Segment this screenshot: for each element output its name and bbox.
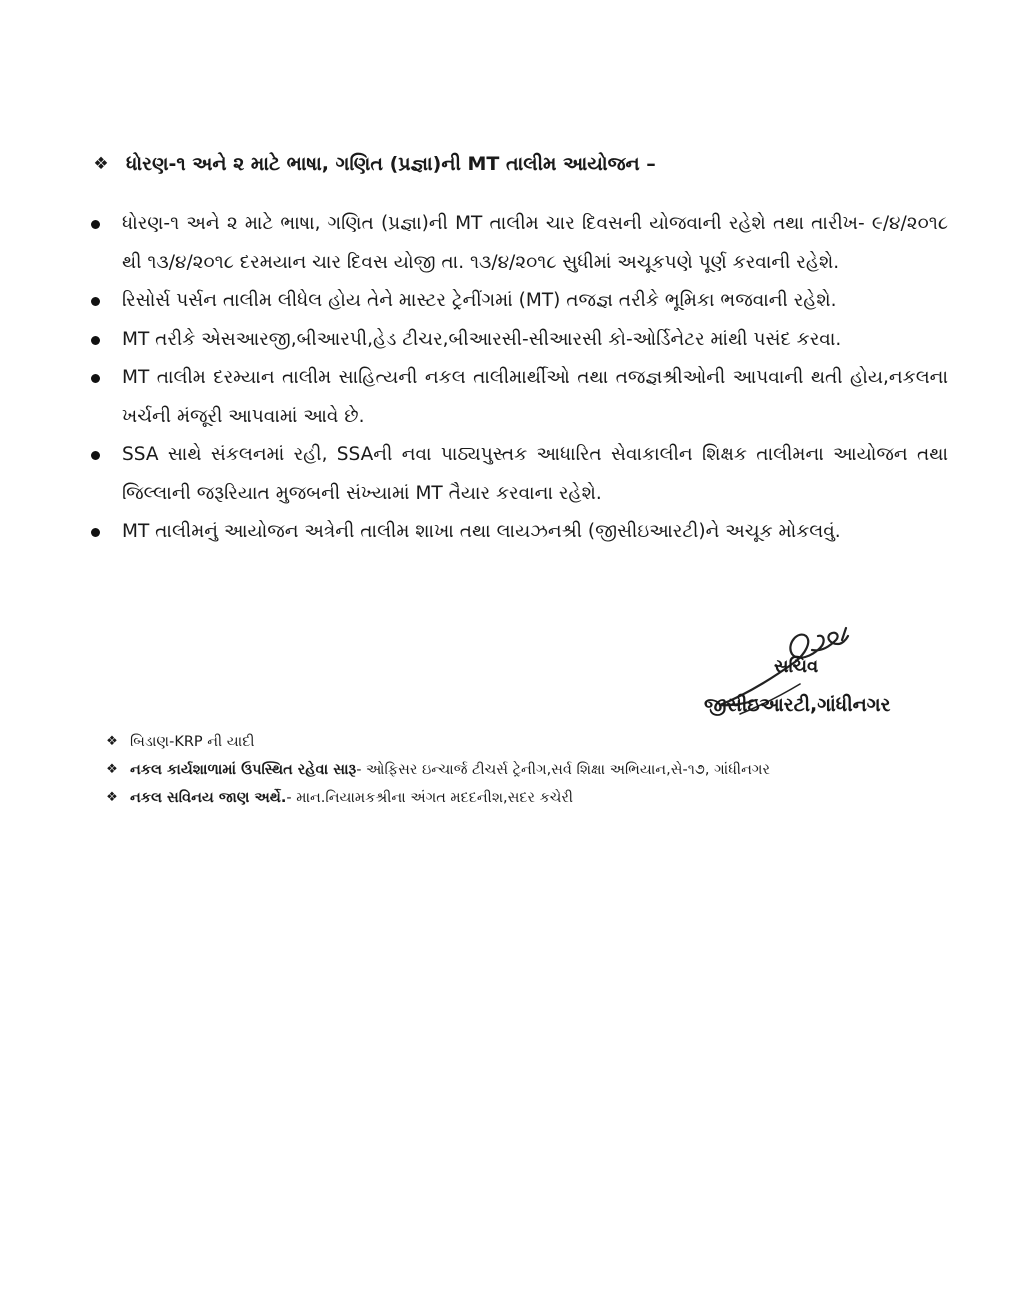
signatory-designation: સચિવ [774, 656, 819, 677]
bullet-dot-icon [91, 374, 100, 383]
list-item: SSA સાથે સંકલનમાં રહી, SSAની નવા પાઠ્યપુસ્તક આધારિત સેવાકાલીન શિક્ષક તાલીમના આયોજન તથા જિલ્લાની જરૂરિયાત મુજબની સંખ્યામાં MT તૈયાર કરવાના રહેશે. [122, 436, 948, 513]
diamond-bullet-icon: ❖ [106, 734, 118, 749]
bullet-dot-icon [91, 336, 100, 345]
section-heading [90, 150, 950, 178]
instruction-list [0, 205, 1028, 552]
diamond-bullet-icon: ❖ [106, 790, 118, 805]
signatory-office: જીસીઇઆરટી,ગાંધીનગર [704, 694, 891, 716]
list-item: MT તાલીમ દરમ્યાન તાલીમ સાહિત્યની નકલ તાલીમાર્થીઓ તથા તજજ્ઞશ્રીઓની આપવાની થતી હોય,નકલના ખર્ચની મંજૂરી આપવામાં આવે છે. [122, 359, 948, 436]
list-item: ❖ બિડાણ- KRP ની યાદી [104, 728, 944, 756]
list-item: ❖ નકલ કાર્યશાળામાં ઉપસ્થિત રહેવા સારૂ - ઓફિસર ઇન્ચાર્જ ટીચર્સ ટ્રેનીગ,સર્વ શિક્ષા અભિયાન,સે-૧૭, ગાંધીનગર [104, 756, 944, 784]
list-item: રિસોર્સ પર્સન તાલીમ લીધેલ હોય તેને માસ્ટર ટ્રેનીંગમાં (MT) તજજ્ઞ તરીકે ભૂમિકા ભજવાની રહેશે. [122, 282, 948, 321]
bullet-dot-icon [91, 297, 100, 306]
list-item: MT તરીકે એસઆરજી,બીઆરપી,હેડ ટીચર,બીઆરસી-સીઆરસી કો-ઓર્ડિનેટર માંથી પસંદ કરવા. [122, 321, 948, 360]
bullet-dot-icon [91, 220, 100, 229]
bullet-dot-icon [91, 451, 100, 460]
list-item: ❖ નકલ સવિનય જાણ અર્થે. - માન.નિયામકશ્રીના અંગત મદદનીશ,સદર કચેરી [104, 784, 944, 812]
section-heading-text: ધોરણ-૧ અને ૨ માટે ભાષા, ગણિત (પ્રજ્ઞા)ની MT તાલીમ આયોજન – [126, 153, 656, 175]
diamond-bullet-icon: ❖ [93, 154, 109, 174]
bullet-dot-icon [91, 528, 100, 537]
list-item: MT તાલીમનું આયોજન અત્રેની તાલીમ શાખા તથા લાયઝનશ્રી (જીસીઇઆરટી)ને અચૂક મોકલવું. [122, 513, 948, 552]
list-item: ધોરણ-૧ અને ૨ માટે ભાષા, ગણિત (પ્રજ્ઞા)ની MT તાલીમ ચાર દિવસની યોજવાની રહેશે તથા તારીખ- ૯/૪/૨૦૧૮ થી ૧૩/૪/૨૦૧૮ દરમયાન ચાર દિવસ યોજી તા. ૧૩/૪/૨૦૧૮ સુધીમાં અચૂકપણે પૂર્ણ કરવાની રહેશે. [122, 205, 948, 282]
diamond-bullet-icon: ❖ [106, 762, 118, 777]
enclosure-copy-list [104, 728, 944, 812]
